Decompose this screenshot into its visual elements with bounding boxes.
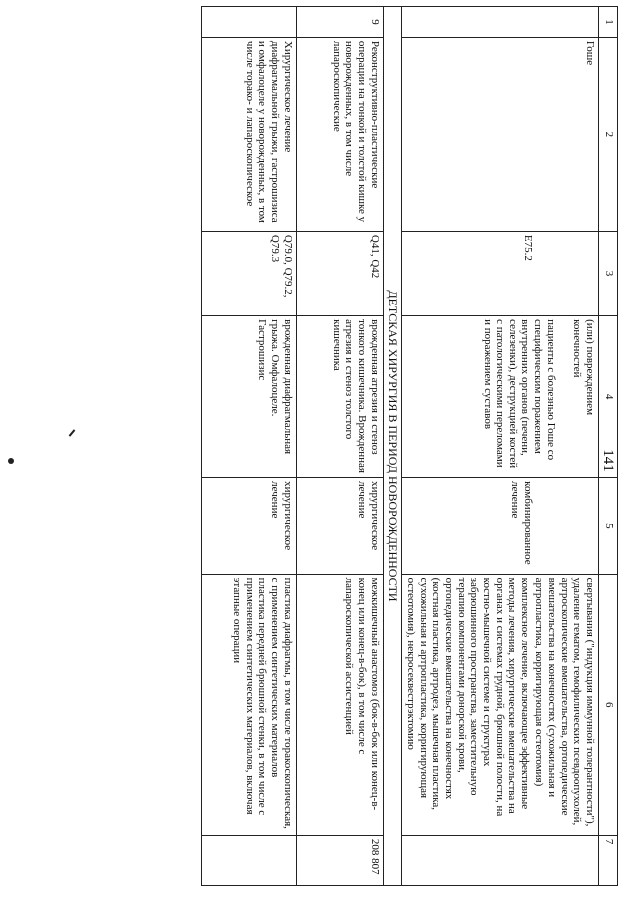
cell-model: врожденная атрезия и стеноз тонкого кишечника. Врожденная атрезия и стеноз толстого кишечника bbox=[296, 316, 383, 478]
cell-num bbox=[201, 7, 296, 38]
cell-name: Гоше bbox=[402, 37, 599, 231]
treatment-text: комбинированное лечение bbox=[509, 481, 534, 565]
page-number: 141 bbox=[599, 449, 616, 472]
table-row bbox=[402, 7, 599, 886]
col-header-1: 1 bbox=[599, 7, 618, 38]
col-header-2: 2 bbox=[599, 37, 618, 231]
cell-cost bbox=[201, 835, 296, 885]
cell-treatment: хирургическое лечение bbox=[296, 478, 383, 574]
cell-treatment: хирургическое лечение bbox=[201, 478, 296, 574]
method-text-b: комплексное лечение, включающее эффективные методы лечения, хирургические вмешательства на органах и системах грудной, брюшной полости, на костно-мышечной системе и структурах забрюшинного пространства, заместительную терапию компонентами донорской крови, ортопедические вмешательства на конечностях (костная пластика, артродез, мышечная пластика, сухожильная и артропластика, корригирующая остеотомия), некросеквестрэктомию bbox=[405, 577, 531, 817]
section-title: ДЕТСКАЯ ХИРУРГИЯ В ПЕРИОД НОВОРОЖДЕННОСТИ bbox=[383, 7, 402, 886]
cell-codes: Q41, Q42 bbox=[296, 231, 383, 315]
cell-num bbox=[402, 7, 599, 38]
cell-treatment bbox=[402, 478, 599, 574]
col-header-6: 6 bbox=[599, 574, 618, 835]
table-row bbox=[201, 7, 296, 886]
table-row bbox=[296, 7, 383, 886]
section-row bbox=[383, 7, 402, 886]
model-text-b: пациенты с болезнью Гоше со специфическим поражением внутренних органов (печени, селезенки), деструкцией костей с патологическими переломами и поражением суставов bbox=[481, 319, 557, 469]
cell-cost bbox=[402, 835, 599, 885]
cell-model bbox=[402, 316, 599, 478]
header-row bbox=[599, 7, 618, 886]
cell-codes: Q79.0, Q79.2, Q79.3 bbox=[201, 231, 296, 315]
code-text: E75.2 bbox=[522, 234, 534, 261]
method-text-a: свертывания ("индукция иммунной толерантности"), удаление гематом, гемофилических псевдоопухолей, артроскопические вмешательства, ортопедические вмешательства на конечностях (сухожильная и артропластика, корригирующая остеотомия) bbox=[533, 577, 596, 827]
cell-cost: 208 807 bbox=[296, 835, 383, 885]
col-header-4: 4 bbox=[599, 316, 618, 478]
cell-codes bbox=[402, 231, 599, 315]
medical-care-table bbox=[201, 6, 618, 886]
col-header-7: 7 bbox=[599, 835, 618, 885]
cell-method: пластика диафрагмы, в том числе торакоскопическая, с применением синтетических материалов пластика передней брюшной стенки, в том числе с применением синтетических материалов, включая этапные операции bbox=[201, 574, 296, 835]
model-text-a: (или) повреждением конечностей bbox=[571, 319, 596, 416]
cell-name: Реконструктивно-пластические операции на тонкой и толстой кишке у новорожденных, в том числе лапароскопические bbox=[296, 37, 383, 231]
cell-method: межкишечный анастомоз (бок-в-бок или конец-в-конец или конец-в-бок), в том числе с лапароскопической ассистенцией bbox=[296, 574, 383, 835]
col-header-3: 3 bbox=[599, 231, 618, 315]
cell-name: Хирургическое лечение диафрагмальной грыжи, гастрошизиса и омфалоцеле у новорожденных, в том числе торако- и лапароскопическое bbox=[201, 37, 296, 231]
cell-model: врожденная диафрагмальная грыжа. Омфалоцеле. Гастрошизис bbox=[201, 316, 296, 478]
cell-method bbox=[402, 574, 599, 835]
cell-num: 9 bbox=[296, 7, 383, 38]
col-header-5: 5 bbox=[599, 478, 618, 574]
